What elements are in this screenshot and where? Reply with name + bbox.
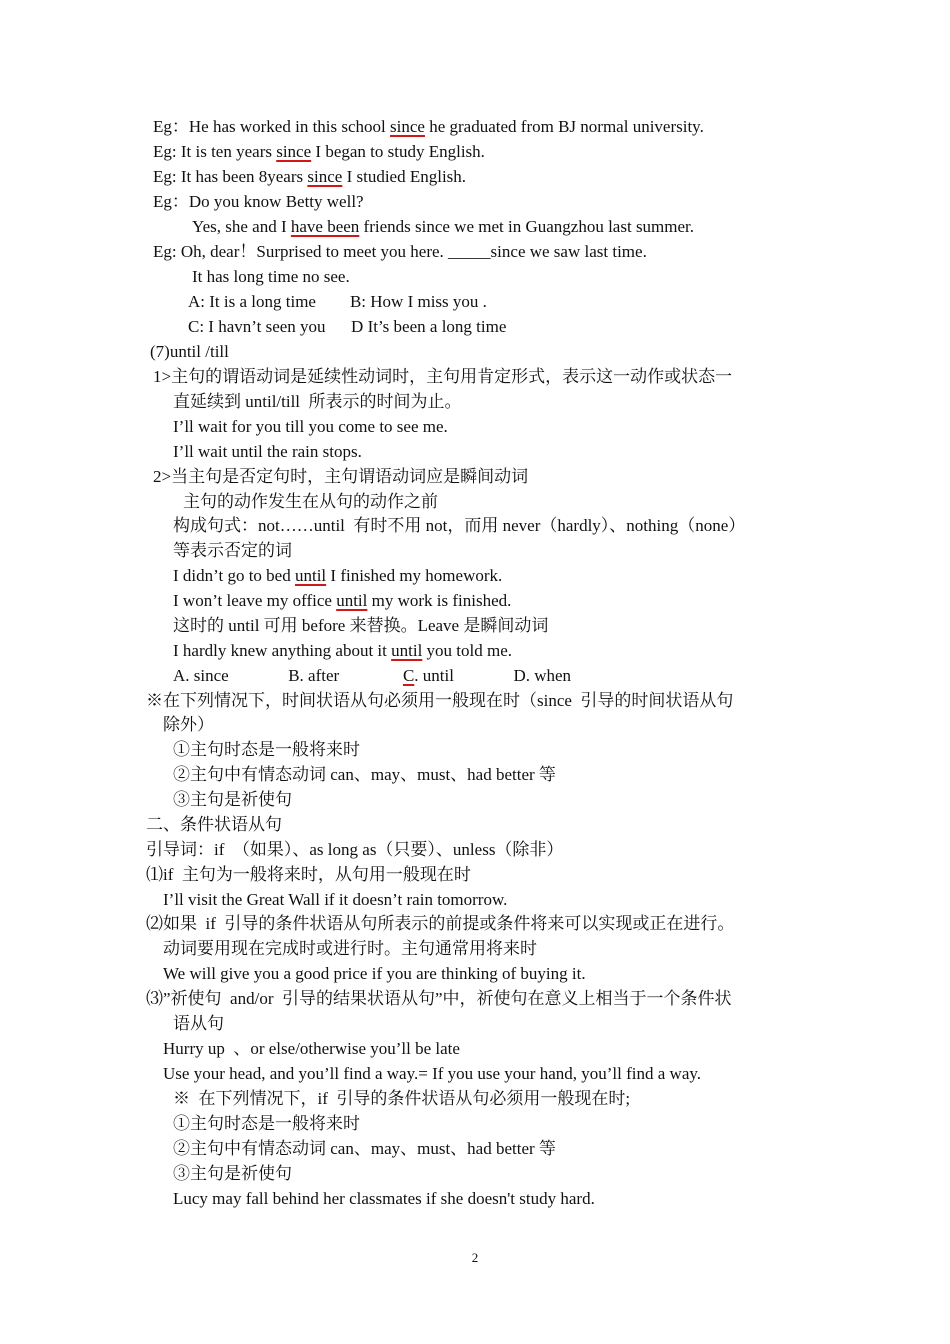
text-line <box>173 1113 360 1135</box>
text-span: I’ll wait until the rain stops. <box>173 442 362 461</box>
text-line <box>173 416 448 438</box>
underlined-keyword: since <box>276 142 312 161</box>
text-span: ※在下列情况下，时间状语从句必须用一般现在时（since 引导的时间状语从句 <box>146 691 734 710</box>
underlined-keyword: have been <box>290 217 360 236</box>
text-span: 主句的动作发生在从句的动作之前 <box>183 492 438 511</box>
text-line <box>183 491 438 513</box>
text-span: I’ll visit the Great Wall if it doesn’t rain tomorrow. <box>163 890 508 909</box>
underlined-keyword: since <box>307 167 343 186</box>
text-span: A: It is a long time B: How I miss you . <box>188 292 487 311</box>
text-span: We will give you a good price if you are thinking of buying it. <box>163 964 586 983</box>
text-line <box>173 1088 630 1110</box>
text-span: 1>主句的谓语动词是延续性动词时，主句用肯定形式，表示这一动作或状态一 <box>153 367 733 386</box>
text-span: Lucy may fall behind her classmates if she doesn't study hard. <box>173 1189 595 1208</box>
underlined-keyword: until <box>391 641 423 660</box>
text-span: ①主句时态是一般将来时 <box>173 740 360 759</box>
text-span: A. since B. after <box>173 666 403 685</box>
text-span: 除外） <box>163 715 214 734</box>
text-line <box>173 540 292 562</box>
underlined-keyword: since <box>390 117 425 136</box>
text-span: 2>当主句是否定句时，主句谓语动词应是瞬间动词 <box>153 467 529 486</box>
text-span: . until D. when <box>414 666 572 685</box>
text-span: Eg：Do you know Betty well? <box>153 192 364 211</box>
text-span: I studied English. <box>342 167 467 186</box>
text-line <box>146 839 563 861</box>
text-line <box>163 963 586 985</box>
text-span: Yes, she and I <box>192 217 291 236</box>
text-span: ②主句中有情态动词 can、may、must、had better 等 <box>173 765 556 784</box>
text-line <box>188 316 506 338</box>
text-line <box>146 690 733 712</box>
text-span: ⑶”祈使句 and/or 引导的结果状语从句”中，祈使句在意义上相当于一个条件状 <box>146 989 732 1008</box>
text-span: ③主句是祈使句 <box>173 1164 292 1183</box>
text-span: Eg：He has worked in this school <box>153 117 391 136</box>
text-line <box>173 764 556 786</box>
text-line <box>163 1063 701 1085</box>
text-span: 二、条件状语从句 <box>146 815 282 834</box>
text-span: It has long time no see. <box>192 267 350 286</box>
text-span: 构成句式：not……until 有时不用 not，而用 never（hardly）、nothing（none） <box>173 516 746 535</box>
text-line <box>163 938 537 960</box>
underlined-keyword: until <box>336 591 368 610</box>
text-line <box>173 789 292 811</box>
text-line <box>173 739 360 761</box>
page-number: 2 <box>471 1250 479 1265</box>
text-line <box>153 166 466 188</box>
text-line <box>192 216 694 238</box>
text-line <box>146 814 282 836</box>
text-span: 等表示否定的词 <box>173 541 292 560</box>
text-span: Hurry up 、or else/otherwise you’ll be late <box>163 1039 460 1058</box>
text-span: I finished my homework. <box>326 566 503 585</box>
text-line <box>173 565 502 587</box>
text-line <box>188 291 487 313</box>
text-line <box>173 1188 595 1210</box>
text-line <box>192 266 350 288</box>
text-span: 这时的 until 可用 before 来替换。Leave 是瞬间动词 <box>173 616 549 635</box>
text-span: 直延续到 until/till 所表示的时间为止。 <box>173 392 462 411</box>
underlined-keyword: C <box>402 666 415 685</box>
text-line <box>150 341 229 363</box>
text-line <box>163 1038 460 1060</box>
text-span: you told me. <box>422 641 513 660</box>
text-span: C: I havn’t seen you D It’s been a long time <box>188 317 507 336</box>
text-span: I began to study English. <box>311 142 485 161</box>
text-span: Eg: It has been 8years <box>153 167 308 186</box>
text-line <box>163 714 214 736</box>
text-span: Eg: It is ten years <box>153 142 277 161</box>
text-line <box>173 1138 556 1160</box>
text-span: 语从句 <box>173 1014 224 1033</box>
text-line <box>153 466 528 488</box>
text-span: ⑴if 主句为一般将来时，从句用一般现在时 <box>146 865 471 884</box>
text-line <box>146 864 471 886</box>
text-line <box>173 1163 292 1185</box>
text-line <box>153 191 364 213</box>
text-line <box>146 988 732 1010</box>
underlined-keyword: until <box>294 566 327 585</box>
text-line <box>173 665 571 687</box>
text-span: ②主句中有情态动词 can、may、must、had better 等 <box>173 1139 556 1158</box>
text-span: I hardly knew anything about it <box>173 641 392 660</box>
text-span: friends since we met in Guangzhou last summer. <box>359 217 695 236</box>
text-line <box>153 241 647 263</box>
text-line <box>173 515 745 537</box>
text-line <box>173 1013 224 1035</box>
text-span: ※ 在下列情况下，if 引导的条件状语从句必须用一般现在时; <box>173 1089 631 1108</box>
text-span: 动词要用现在完成时或进行时。主句通常用将来时 <box>163 939 537 958</box>
text-line <box>153 116 704 138</box>
text-span: my work is finished. <box>367 591 512 610</box>
text-line <box>153 366 732 388</box>
text-span: ③主句是祈使句 <box>173 790 292 809</box>
text-span: he graduated from BJ normal university. <box>424 117 704 136</box>
text-span: I’ll wait for you till you come to see me. <box>173 417 448 436</box>
text-line <box>173 391 462 413</box>
text-line <box>146 913 734 935</box>
text-line <box>163 889 507 911</box>
text-span: I didn’t go to bed <box>173 566 295 585</box>
text-line <box>173 615 548 637</box>
text-line <box>153 141 485 163</box>
text-span: (7)until /till <box>150 342 229 361</box>
text-span: ⑵如果 if 引导的条件状语从句所表示的前提或条件将来可以实现或正在进行。 <box>146 914 735 933</box>
text-span: Eg: Oh, dear！Surprised to meet you here. _____since we saw last time. <box>153 242 647 261</box>
text-line <box>173 590 511 612</box>
text-span: I won’t leave my office <box>173 591 337 610</box>
text-line <box>173 441 362 463</box>
text-line <box>173 640 512 662</box>
text-span: ①主句时态是一般将来时 <box>173 1114 360 1133</box>
text-span: Use your head, and you’ll find a way.= If you use your hand, you’ll find a way. <box>163 1064 702 1083</box>
text-span: 引导词：if （如果）、as long as（只要）、unless（除非） <box>146 840 564 859</box>
